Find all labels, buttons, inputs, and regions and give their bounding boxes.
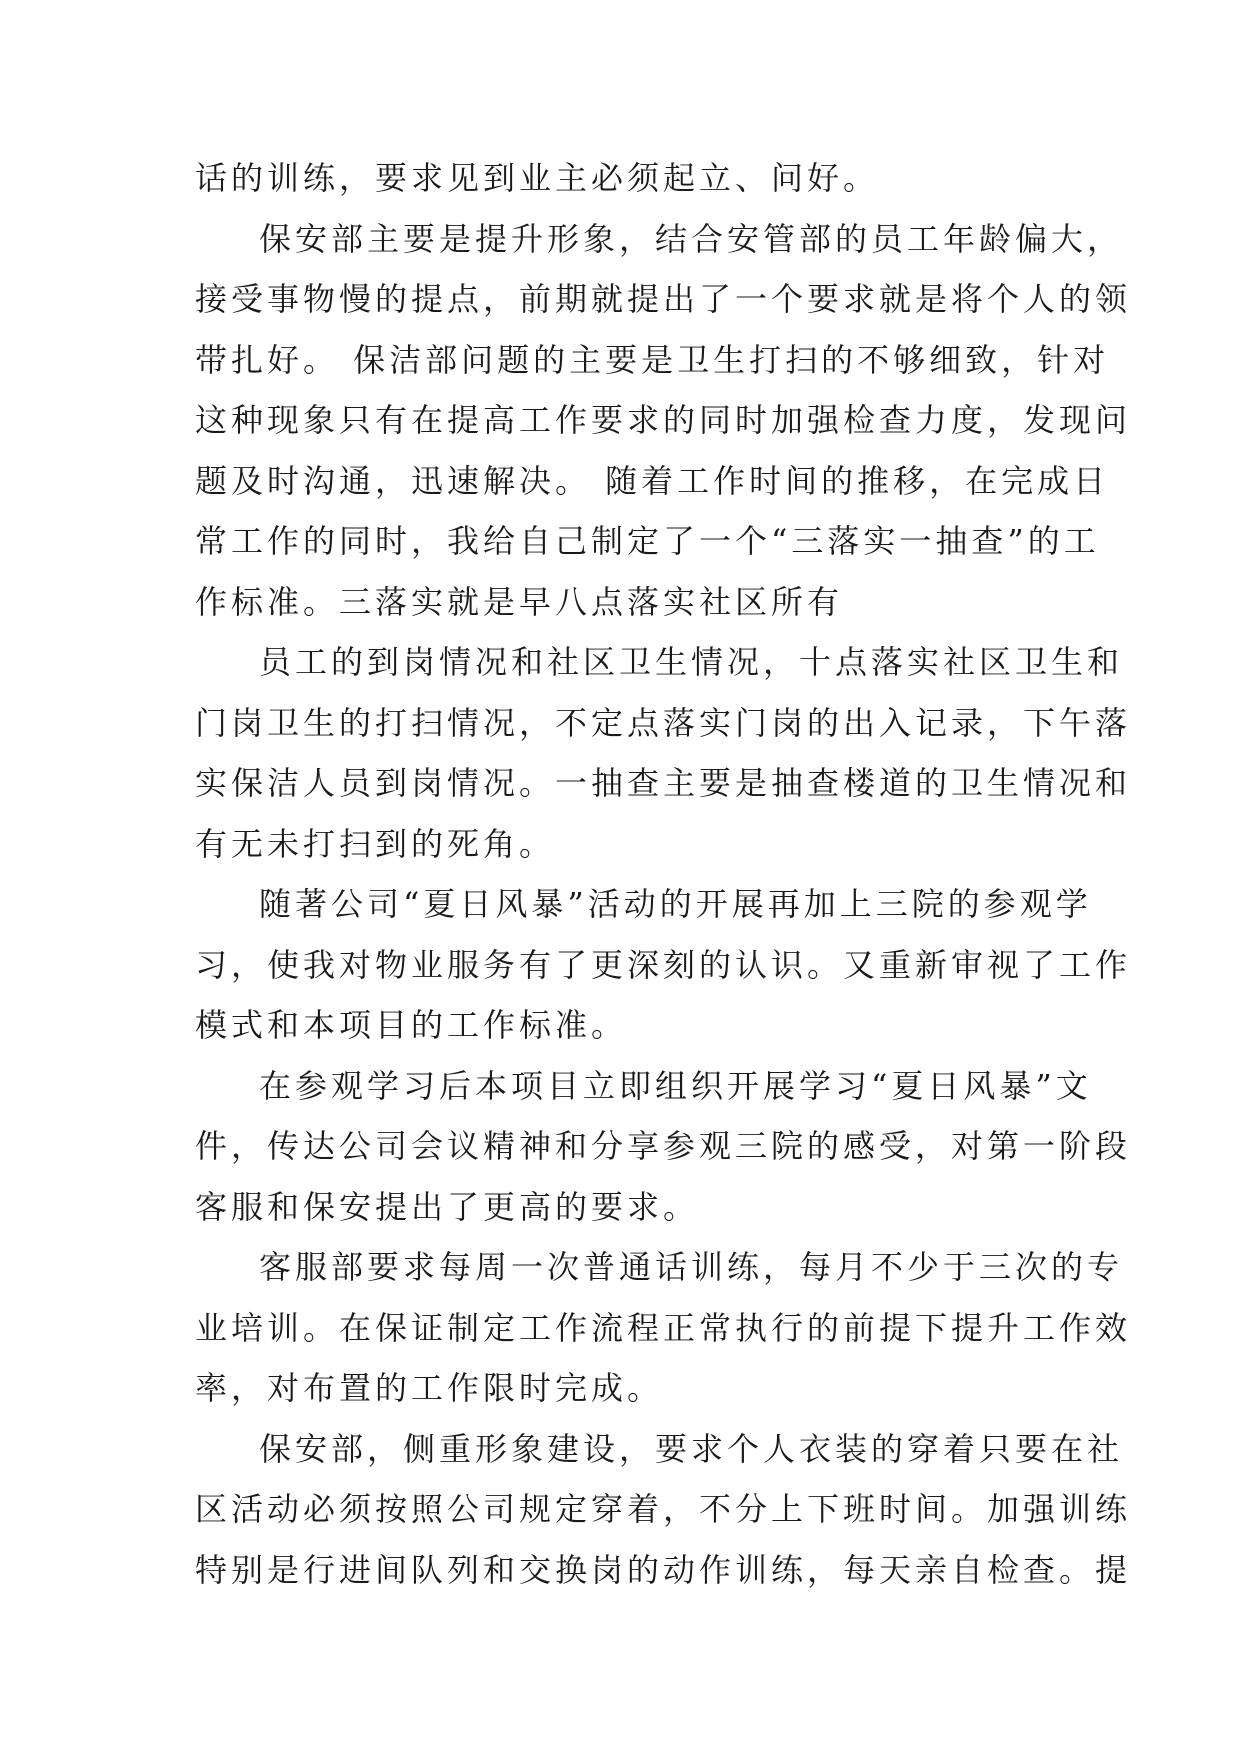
text-line: 员工的到岗情况和社区卫生情况，十点落实社区卫生和 (259, 643, 1124, 681)
text-line: 率，对布置的工作限时完成。 (195, 1369, 664, 1407)
text-line: 门岗卫生的打扫情况，不定点落实门岗的出入记录，下午落 (195, 703, 1132, 742)
text-line: 话的训练，要求见到业主必须起立、问好。 (195, 159, 880, 197)
text-line: 题及时沟通，迅速解决。 随着工作时间的推移，在完成日 (195, 461, 1110, 500)
text-line: 带扎好。 保洁部问题的主要是卫生打扫的不够细致，针对 (195, 340, 1110, 379)
text-line: 业培训。在保证制定工作流程正常执行的前提下提升工作效 (195, 1308, 1132, 1347)
text-line: 接受事物慢的提点，前期就提出了一个要求就是将个人的领 (195, 280, 1132, 318)
text-line: 习，使我对物业服务有了更深刻的认识。又重新审视了工作 (195, 945, 1132, 984)
text-line: 在参观学习后本项目立即组织开展学习“夏日风暴”文 (259, 1066, 1092, 1105)
text-line: 特别是行进间队列和交换岗的动作训练，每天亲自检查。提 (195, 1550, 1132, 1589)
text-line: 模式和本项目的工作标准。 (195, 1006, 628, 1044)
text-line: 实保洁人员到岗情况。一抽查主要是抽查楼道的卫生情况和 (195, 764, 1132, 802)
text-line: 件，传达公司会议精神和分享参观三院的感受，对第一阶段 (195, 1127, 1132, 1165)
text-line: 有无未打扫到的死角。 (195, 824, 556, 863)
text-line: 这种现象只有在提高工作要求的同时加强检查力度，发现问 (195, 401, 1132, 439)
text-line: 保安部主要是提升形象，结合安管部的员工年龄偏大， (259, 219, 1124, 258)
text-line: 客服和保安提出了更高的要求。 (195, 1187, 700, 1226)
text-line: 客服部要求每周一次普通话训练，每月不少于三次的专 (259, 1248, 1124, 1286)
body-text (195, 148, 1132, 1600)
text-line: 区活动必须按照公司规定穿着，不分上下班时间。加强训练 (195, 1490, 1132, 1528)
text-line: 常工作的同时，我给自己制定了一个“三落实一抽查”的工 (195, 522, 1100, 560)
text-line: 保安部，侧重形象建设，要求个人衣装的穿着只要在社 (259, 1429, 1124, 1468)
text-line: 作标准。三落实就是早八点落实社区所有 (195, 582, 844, 621)
text-line: 随著公司“夏日风暴”活动的开展再加上三院的参观学 (259, 885, 1092, 923)
